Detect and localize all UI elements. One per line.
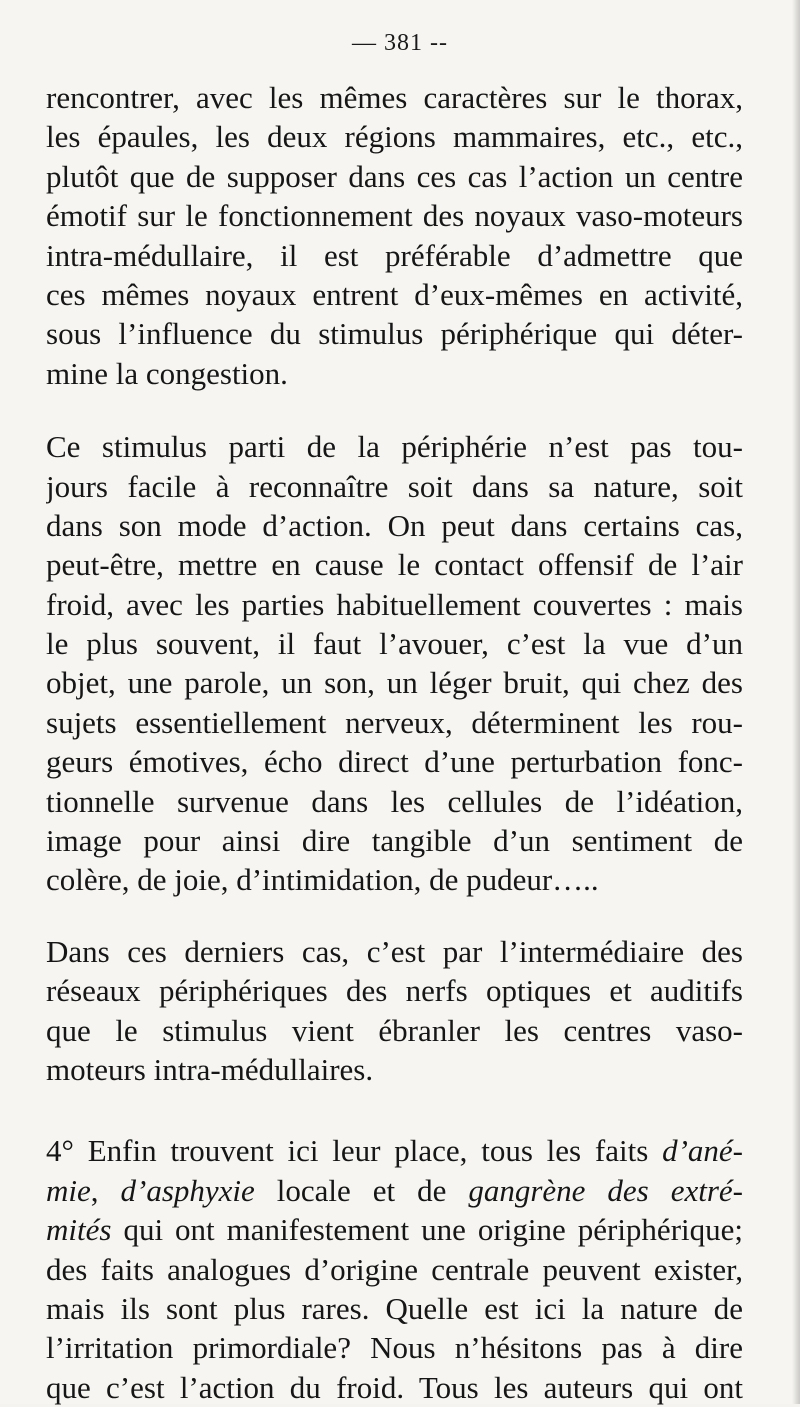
text-line: plutôt que de supposer dans ces cas l’action un centre [46, 158, 743, 194]
text-line: Ce stimulus parti de la périphérie n’est pas tou- [46, 429, 743, 465]
text-line: ces mêmes noyaux entrent d’eux-mêmes en activité, [46, 276, 743, 312]
text-run: qui ont manifestement une origine périphérique; [111, 1212, 743, 1248]
text-line: colère, de joie, d’intimidation, de pudeur….. [46, 862, 599, 898]
text-line: les épaules, les deux régions mammaires, etc., etc., [46, 119, 743, 155]
paragraph-2 [46, 427, 743, 900]
text-line: moteurs intra-médullaires. [46, 1051, 374, 1087]
text-line: sujets essentiellement nerveux, déterminent les rou- [46, 704, 743, 740]
body-text [46, 78, 743, 1407]
page-edge-shadow [792, 0, 800, 1404]
text-line: mine la congestion. [46, 355, 288, 391]
text-line [46, 1131, 743, 1170]
text-run: , [90, 1172, 121, 1208]
text-run: 4° Enfin trouvent ici leur place, tous les faits [46, 1133, 663, 1169]
text-line [46, 1171, 743, 1210]
text-line: rencontrer, avec les mêmes caractères sur le thorax, [46, 80, 743, 115]
page-number: — 381 -- [352, 30, 448, 56]
text-line: jours facile à reconnaître soit dans sa nature, soit [46, 468, 743, 504]
text-line: que c’est l’action du froid. Tous les auteurs qui ont [46, 1369, 743, 1405]
italic-term: mie [46, 1172, 91, 1208]
paragraph-4 [46, 1131, 743, 1407]
italic-term: gangrène des extré- [468, 1172, 743, 1208]
text-line: froid, avec les parties habituellement couvertes : mais [46, 586, 743, 622]
text-line: geurs émotives, écho direct d’une perturbation fonc- [46, 744, 743, 780]
text-line: le plus souvent, il faut l’avouer, c’est la vue d’un [46, 626, 743, 662]
text-line: mais ils sont plus rares. Quelle est ici la nature de [46, 1290, 743, 1326]
text-line: l’irritation primordiale? Nous n’hésitons pas à dire [46, 1330, 743, 1366]
text-line: dans son mode d’action. On peut dans certains cas, [46, 507, 743, 543]
italic-term: mités [46, 1212, 112, 1248]
text-line: image pour ainsi dire tangible d’un sentiment de [46, 823, 743, 859]
text-line: émotif sur le fonctionnement des noyaux vaso-moteurs [46, 198, 743, 234]
italic-term: d’ané- [662, 1133, 743, 1169]
paragraph-1 [46, 78, 743, 393]
text-line: tionnelle survenue dans les cellules de l’idéation, [46, 783, 743, 819]
text-line: intra-médullaire, il est préférable d’admettre que [46, 237, 743, 273]
italic-term: d’asphyxie [120, 1172, 255, 1208]
text-line: Dans ces derniers cas, c’est par l’intermédiaire des [46, 933, 743, 969]
text-line: objet, une parole, un son, un léger bruit, qui chez des [46, 665, 743, 701]
text-line: sous l’influence du stimulus périphérique qui déter- [46, 316, 743, 352]
text-line: réseaux périphériques des nerfs optiques et auditifs [46, 973, 743, 1009]
text-run: locale et de [254, 1172, 469, 1208]
text-line: peut-être, mettre en cause le contact offensif de l’air [46, 547, 743, 583]
text-line [46, 1210, 743, 1249]
text-line: que le stimulus vient ébranler les centres vaso- [46, 1012, 743, 1048]
text-line: des faits analogues d’origine centrale peuvent exister, [46, 1251, 743, 1287]
paragraph-3 [46, 932, 743, 1090]
